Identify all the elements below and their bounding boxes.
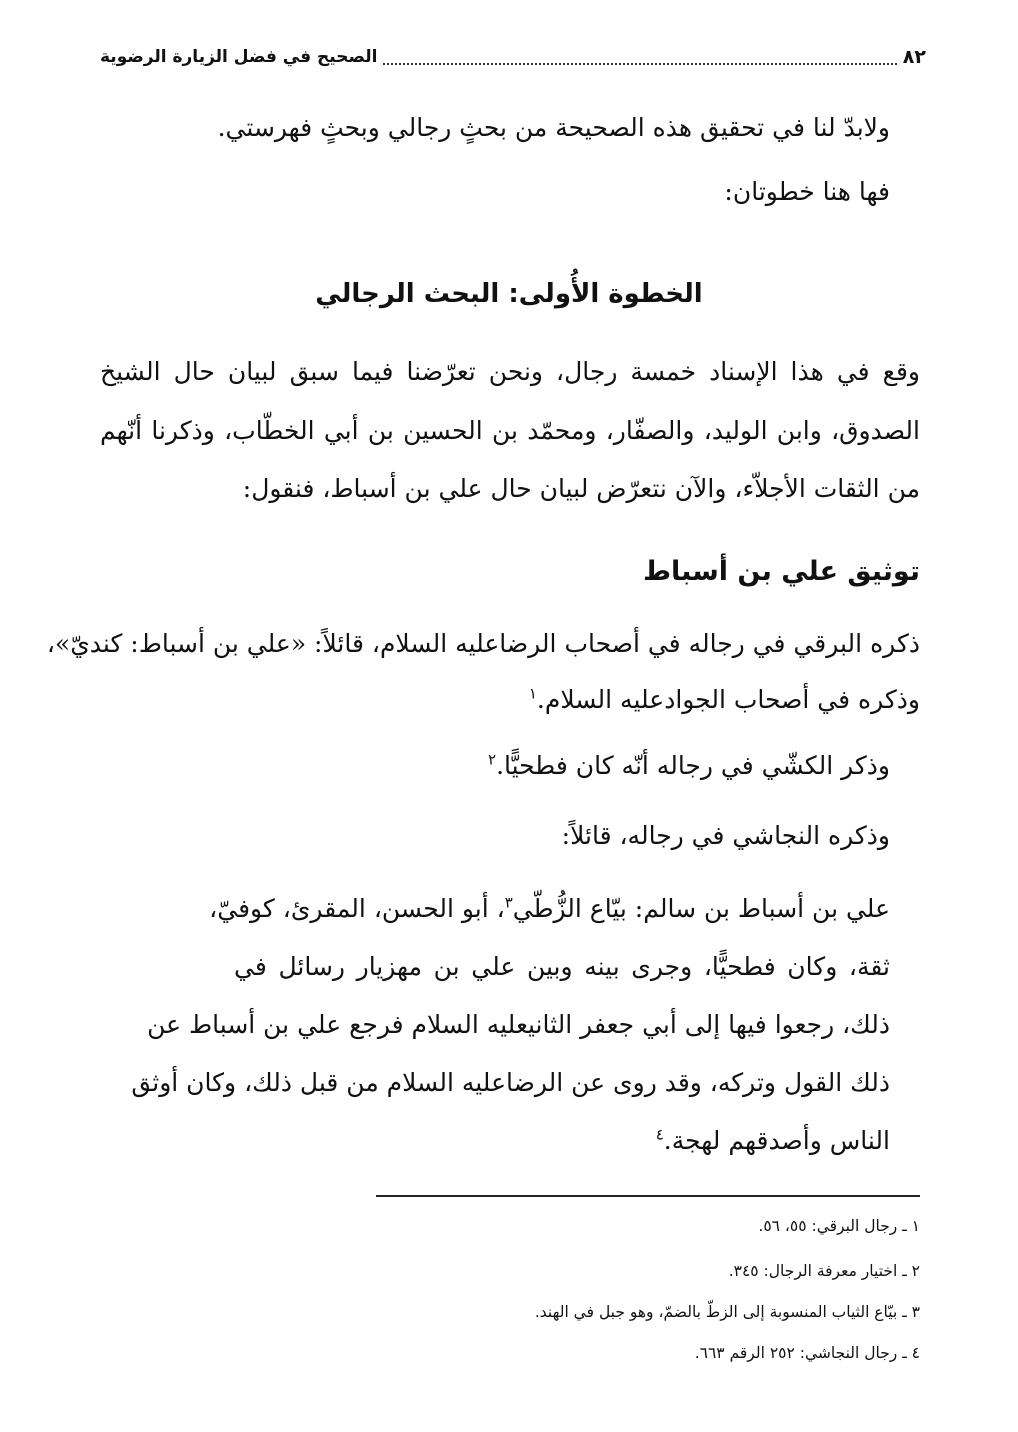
intro-line-2: فها هنا خطوتان:: [724, 177, 890, 206]
intro-line-1: ولابدّ لنا في تحقيق هذه الصحيحة من بحثٍ رجالي وبحثٍ فهرستي.: [217, 113, 890, 142]
quote-line-5: [234, 1121, 890, 1161]
header-dot-leader: [383, 49, 896, 65]
section-heading: الخطوة الأُولى: البحث الرجالي: [315, 279, 703, 309]
quote-line-4: ذلك القول وتركه، وقد روى عن الرضاعليه السلام من قبل ذلك، وكان أوثق: [131, 1068, 890, 1097]
footnote-ref-2: ٢: [488, 750, 497, 769]
subsection-heading: توثيق علي بن أسباط: [643, 556, 920, 587]
paragraph-4: وذكره النجاشي في رجاله، قائلاً:: [561, 821, 890, 850]
footnote-1: ١ ـ رجال البرقي: ٥٥، ٥٦.: [758, 1217, 920, 1235]
running-title: الصحيح في فضل الزيارة الرضوية: [100, 47, 378, 67]
quote-line-2: ثقة، وكان فطحيًّا، وجرى بينه وبين علي بن مهزيار رسائل في: [234, 952, 890, 981]
running-header: [100, 40, 926, 74]
footnote-ref-1: ١: [528, 684, 537, 703]
footnote-3: ٣ ـ بيّاع الثياب المنسوبة إلى الزطّ بالضمّ، وهو جبل في الهند.: [534, 1303, 920, 1321]
footnote-ref-3: ٣: [504, 893, 513, 912]
paragraph-1-line-3: من الثقات الأجلاّء، والآن نتعرّض لبيان حال علي بن أسباط، فنقول:: [242, 474, 920, 503]
quote-line-5-text: الناس وأصدقهم لهجة.: [663, 1126, 890, 1155]
paragraph-3-text: وذكر الكشّي في رجاله أنّه كان فطحيًّا.: [496, 751, 890, 780]
paragraph-3: [100, 746, 890, 786]
paragraph-1-line-1: وقع في هذا الإسناد خمسة رجال، ونحن تعرّضنا فيما سبق لبيان حال الشيخ: [100, 357, 920, 386]
quote-line-3: ذلك، رجعوا فيها إلى أبي جعفر الثانيعليه السلام فرجع علي بن أسباط عن: [147, 1010, 890, 1039]
quote-line-1-a: علي بن أسباط بن سالم: بيّاع الزُّطّي: [512, 894, 890, 923]
page-number: ٨٢: [902, 46, 926, 68]
paragraph-2-line-1: ذكره البرقي في رجاله في أصحاب الرضاعليه السلام، قائلاً: «علي بن أسباط: كنديّ»،: [46, 629, 920, 658]
quote-line-1-b: ، أبو الحسن، المقرئ، كوفيّ،: [209, 894, 505, 923]
quote-line-1: [209, 889, 890, 929]
footnote-4: ٤ ـ رجال النجاشي: ٢٥٢ الرقم ٦٦٣.: [694, 1344, 920, 1362]
footnote-2: ٢ ـ اختيار معرفة الرجال: ٣٤٥.: [728, 1262, 920, 1280]
paragraph-2-line-2-text: وذكره في أصحاب الجوادعليه السلام.: [536, 685, 920, 714]
paragraph-1-line-2: الصدوق، وابن الوليد، والصفّار، ومحمّد بن الحسين بن أبي الخطّاب، وذكرنا أنّهم: [100, 416, 920, 445]
footnote-separator: [376, 1195, 920, 1197]
footnote-ref-4: ٤: [655, 1125, 664, 1144]
paragraph-2-line-2: [100, 680, 920, 720]
